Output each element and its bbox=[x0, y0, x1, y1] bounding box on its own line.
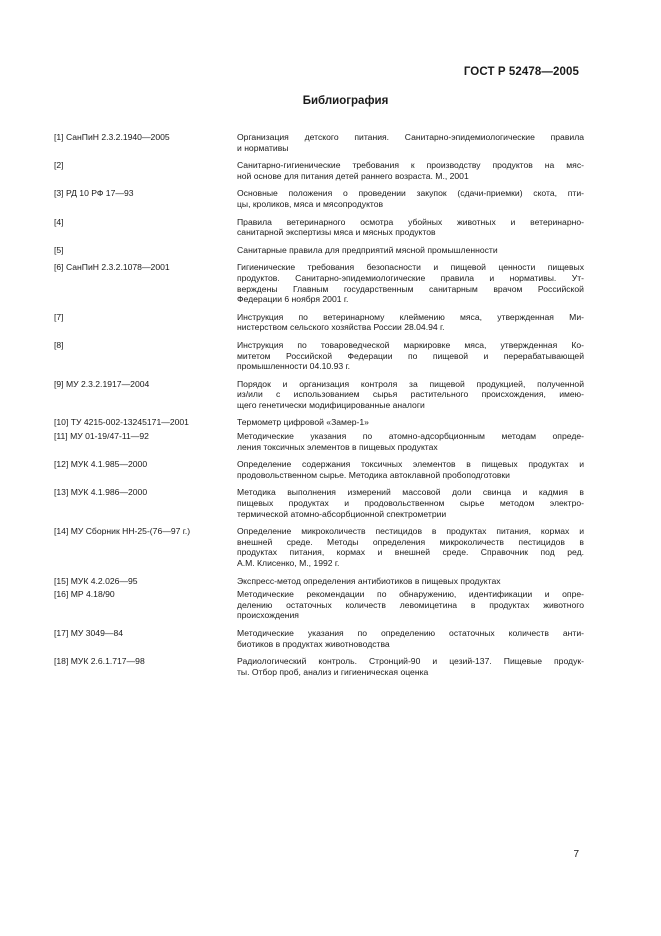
description-line: из/или с использованием сырья растительного происхождения, имею- bbox=[237, 389, 584, 400]
entry-description bbox=[237, 245, 584, 256]
entry-description bbox=[237, 160, 584, 181]
description-line: Порядок и организация контроля за пищевой продукцией, полученной bbox=[237, 378, 584, 389]
entry-reference: [4] bbox=[54, 216, 64, 227]
description-line: ления токсичных элементов в пищевых продуктах bbox=[237, 441, 438, 452]
bibliography-entry bbox=[54, 312, 584, 333]
entry-description bbox=[237, 417, 584, 428]
description-line: Санитарно-гигиенические требования к производству продуктов на мяс- bbox=[237, 160, 584, 171]
entry-description bbox=[237, 132, 584, 153]
bibliography-entry bbox=[54, 217, 584, 238]
entry-reference: [5] bbox=[54, 244, 64, 255]
description-line: биотиков в продуктах животноводства bbox=[237, 638, 390, 649]
description-line: и нормативы bbox=[237, 142, 289, 153]
entry-description bbox=[237, 262, 584, 304]
bibliography-entry bbox=[54, 340, 584, 372]
description-line: делению остаточных количеств левомицетина в продуктах животного bbox=[237, 599, 584, 610]
standard-code: ГОСТ Р 52478—2005 bbox=[463, 66, 579, 78]
description-line: нистерством сельского хозяйства России 28.04.94 г. bbox=[237, 322, 445, 333]
entry-reference: [11] МУ 01-19/47-11—92 bbox=[54, 431, 149, 442]
entry-reference: [7] bbox=[54, 311, 64, 322]
description-line: Инструкция по товароведческой маркировке мяса, утвержденная Ко- bbox=[237, 339, 584, 350]
description-line: Экспресс-метод определения антибиотиков в пищевых продуктах bbox=[237, 575, 501, 586]
description-line: Гигиенические требования безопасности и пищевой ценности пищевых bbox=[237, 262, 584, 273]
description-line: верждены Главным государственным санитарным врачом Российской bbox=[237, 283, 584, 294]
description-line: Методические рекомендации по обнаружению, идентификации и опре- bbox=[237, 589, 584, 600]
description-line: цы, кроликов, мяса и мясопродуктов bbox=[237, 198, 384, 209]
entry-reference: [8] bbox=[54, 339, 64, 350]
bibliography-entry bbox=[54, 431, 584, 452]
bibliography-entry bbox=[54, 576, 584, 587]
description-line: щего генетически модифицированные аналоги bbox=[237, 399, 425, 410]
description-line: ты. Отбор проб, анализ и гигиеническая оценка bbox=[237, 666, 429, 677]
entry-reference: [15] МУК 4.2.026—95 bbox=[54, 575, 138, 586]
description-line: Методические указания по определению остаточных количеств анти- bbox=[237, 627, 584, 638]
description-line: Определение микроколичеств пестицидов в продуктах питания, кормах и bbox=[237, 526, 584, 537]
entry-description bbox=[237, 576, 584, 587]
bibliography-entry bbox=[54, 459, 584, 480]
description-line: Инструкция по ветеринарному клеймению мяса, утвержденная Ми- bbox=[237, 311, 584, 322]
bibliography-entry bbox=[54, 417, 584, 428]
description-line: Методика выполнения измерений массовой доли свинца и кадмия в bbox=[237, 487, 584, 498]
entry-description bbox=[237, 628, 584, 649]
page-number: 7 bbox=[573, 849, 579, 860]
description-line: происхождения bbox=[237, 610, 299, 621]
description-line: внешней среде. Методы определения микроколичеств пестицидов в bbox=[237, 536, 584, 547]
entry-reference: [13] МУК 4.1.986—2000 bbox=[54, 487, 148, 498]
description-line: промышленности 04.10.93 г. bbox=[237, 361, 350, 372]
section-title: Библиография bbox=[302, 95, 389, 107]
entry-description bbox=[237, 340, 584, 372]
entry-reference: [3] РД 10 РФ 17—93 bbox=[54, 188, 134, 199]
description-line: А.М. Клисенко, М., 1992 г. bbox=[237, 558, 340, 568]
entry-description bbox=[237, 459, 584, 480]
entry-reference: [12] МУК 4.1.985—2000 bbox=[54, 459, 148, 470]
entry-description bbox=[237, 431, 584, 452]
description-line: продуктах питания, кормах и внешней среде. Справочник под ред. bbox=[237, 547, 584, 558]
entry-description bbox=[237, 312, 584, 333]
description-line: Методические указания по атомно-адсорбционным методам опреде- bbox=[237, 431, 584, 442]
bibliography-entry bbox=[54, 526, 584, 568]
bibliography-entry bbox=[54, 628, 584, 649]
description-line: продовольственном сырье. Методика автоклавной пробоподготовки bbox=[237, 469, 510, 480]
bibliography-entry bbox=[54, 245, 584, 256]
description-line: Радиологический контроль. Стронций-90 и цезий-137. Пищевые продук- bbox=[237, 656, 584, 667]
entry-reference: [6] СанПиН 2.3.2.1078—2001 bbox=[54, 262, 170, 273]
entry-description bbox=[237, 188, 584, 209]
description-line: пищевых продуктах и продовольственном сырье методом электро- bbox=[237, 498, 584, 509]
description-line: Термометр цифровой «Замер-1» bbox=[237, 417, 369, 428]
bibliography-entry bbox=[54, 188, 584, 209]
entry-description bbox=[237, 656, 584, 677]
bibliography-entry bbox=[54, 160, 584, 181]
description-line: Санитарные правила для предприятий мясной промышленности bbox=[237, 244, 498, 255]
entry-description bbox=[237, 487, 584, 519]
description-line: санитарной экспертизы мяса и мясных продуктов bbox=[237, 227, 436, 238]
description-line: Основные положения о проведении закупок (сдачи-приемки) скота, пти- bbox=[237, 188, 584, 199]
entry-reference: [10] ТУ 4215-002-13245171—2001 bbox=[54, 417, 189, 428]
entry-reference: [18] МУК 2.6.1.717—98 bbox=[54, 656, 145, 667]
description-line: Правила ветеринарного осмотра убойных животных и ветеринарно- bbox=[237, 216, 584, 227]
bibliography-entry bbox=[54, 379, 584, 411]
bibliography-entry bbox=[54, 487, 584, 519]
description-line: ной основе для питания детей раннего возраста. М., 2001 bbox=[237, 170, 469, 181]
bibliography-entry bbox=[54, 262, 584, 304]
description-line: митетом Российской Федерации по пищевой и перерабатывающей bbox=[237, 350, 584, 361]
description-line: термической атомно-абсорбционной спектрометрии bbox=[237, 508, 447, 519]
entry-description bbox=[237, 379, 584, 411]
entry-reference: [16] МР 4.18/90 bbox=[54, 589, 115, 600]
entry-description bbox=[237, 217, 584, 238]
bibliography-entry bbox=[54, 656, 584, 677]
bibliography-entry bbox=[54, 132, 584, 153]
description-line: Федерации 6 ноября 2001 г. bbox=[237, 294, 349, 305]
entry-description bbox=[237, 526, 584, 568]
description-line: Организация детского питания. Санитарно-эпидемиологические правила bbox=[237, 132, 584, 142]
bibliography-list bbox=[54, 132, 584, 677]
entry-reference: [17] МУ 3049—84 bbox=[54, 627, 123, 638]
description-line: продуктов. Санитарно-эпидемиологические правила и нормативы. Ут- bbox=[237, 272, 584, 283]
bibliography-entry bbox=[54, 589, 584, 621]
entry-reference: [14] МУ Сборник НН-25-(76—97 г.) bbox=[54, 526, 191, 537]
description-line: Определение содержания токсичных элементов в пищевых продуктах и bbox=[237, 459, 584, 470]
entry-description bbox=[237, 589, 584, 621]
entry-reference: [9] МУ 2.3.2.1917—2004 bbox=[54, 378, 150, 389]
entry-reference: [1] СанПиН 2.3.2.1940—2005 bbox=[54, 132, 170, 142]
entry-reference: [2] bbox=[54, 160, 64, 171]
